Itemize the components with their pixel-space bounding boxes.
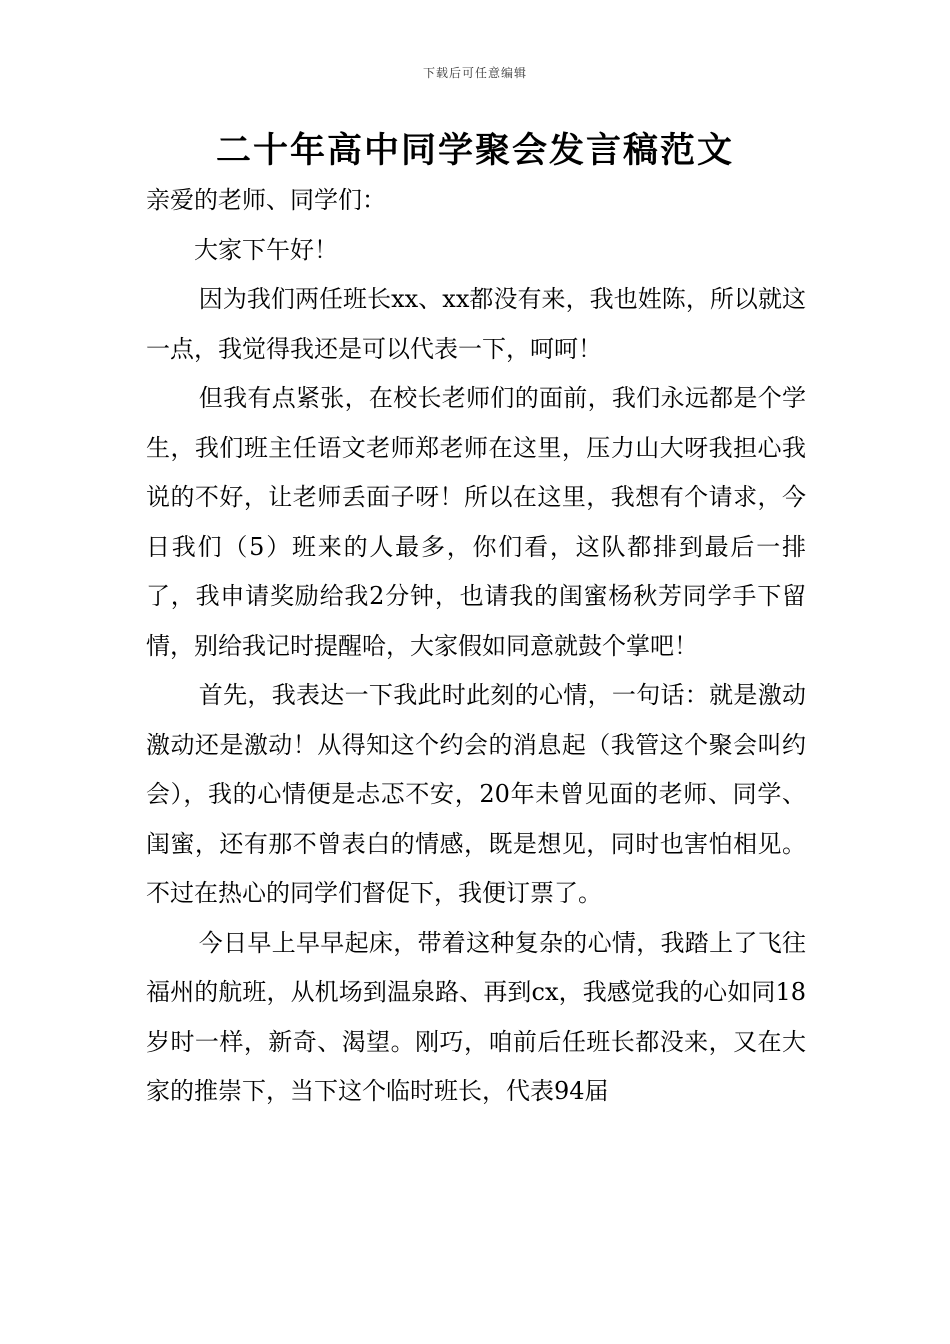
greeting: 大家下午好！ xyxy=(194,235,338,264)
paragraph-2: 但我有点紧张，在校长老师们的面前，我们永远都是个学生，我们班主任语文老师郑老师在这里，压力山大呀我担心我说的不好，让老师丢面子呀！所以在这里，我想有个请求，今日我们（5）班来的人最多，你们看，这队都排到最后一排了，我申请奖励给我2分钟，也请我的闺蜜杨秋芳同学手下留情，别给我记时提醒哈，大家假如同意就鼓个掌吧！ xyxy=(146,384,806,660)
document-title: 二十年高中同学聚会发言稿范文 xyxy=(215,131,734,171)
paragraph-4: 今日早上早早起床，带着这种复杂的心情，我踏上了飞往福州的航班，从机场到温泉路、再到cx，我感觉我的心如同18岁时一样，新奇、渴望。刚巧，咱前后任班长都没来，又在大家的推崇下，当下这个临时班长，代表94届 xyxy=(146,928,806,1105)
document-body xyxy=(146,176,806,1117)
salutation: 亲爱的老师、同学们： xyxy=(146,186,386,214)
page-header-note: 下载后可任意编辑 xyxy=(422,66,527,80)
paragraph-1: 因为我们两任班长xx、xx都没有来，我也姓陈，所以就这一点，我觉得我还是可以代表一下，呵呵！ xyxy=(146,285,806,363)
paragraph-3: 首先，我表达一下我此时此刻的心情，一句话：就是激动激动还是激动！从得知这个约会的消息起（我管这个聚会叫约会），我的心情便是忐忑不安，20年未曾见面的老师、同学、闺蜜，还有那不曾表白的情感，既是想见，同时也害怕相见。不过在热心的同学们督促下，我便订票了。 xyxy=(146,681,806,907)
